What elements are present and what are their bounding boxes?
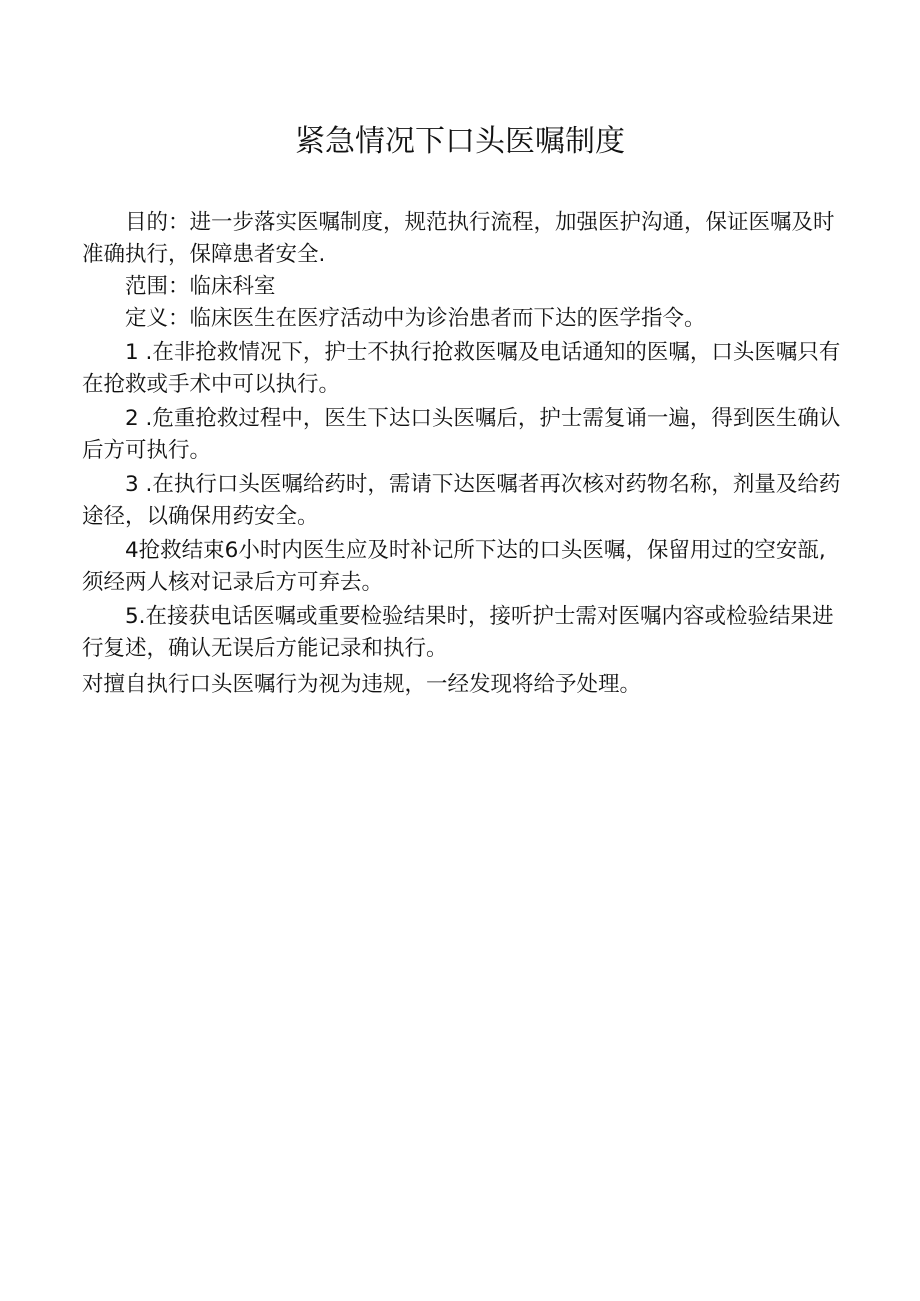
definition-paragraph: 定义：临床医生在医疗活动中为诊治患者而下达的医学指令。 — [125, 306, 706, 331]
closing-paragraph: 对擅自执行口头医嘱行为视为违规，一经发现将给予处理。 — [82, 672, 642, 697]
rule-item-2: 2 .危重抢救过程中，医生下达口头医嘱后，护士需复诵一遍，得到医生确认后方可执行。 — [82, 406, 841, 463]
purpose-paragraph: 目的：进一步落实医嘱制度，规范执行流程，加强医护沟通，保证医嘱及时准确执行，保障患者安全. — [82, 210, 835, 267]
document-title: 紧急情况下口头医嘱制度 — [295, 124, 625, 159]
rule-item-5: 5.在接获电话医嘱或重要检验结果时，接听护士需对医嘱内容或检验结果进行复述，确认无误后方能记录和执行。 — [82, 604, 834, 661]
rule-item-3: 3 .在执行口头医嘱给药时，需请下达医嘱者再次核对药物名称，剂量及给药途径，以确保用药安全。 — [82, 472, 841, 529]
scope-paragraph: 范围：临床科室 — [125, 274, 276, 299]
rule-item-1: 1 .在非抢救情况下，护士不执行抢救医嘱及电话通知的医嘱，口头医嘱只有在抢救或手术中可以执行。 — [82, 340, 841, 397]
document-body — [82, 207, 842, 701]
rule-item-4: 4抢救结束6小时内医生应及时补记所下达的口头医嘱，保留用过的空安瓿,须经两人核对记录后方可弃去。 — [82, 538, 826, 595]
